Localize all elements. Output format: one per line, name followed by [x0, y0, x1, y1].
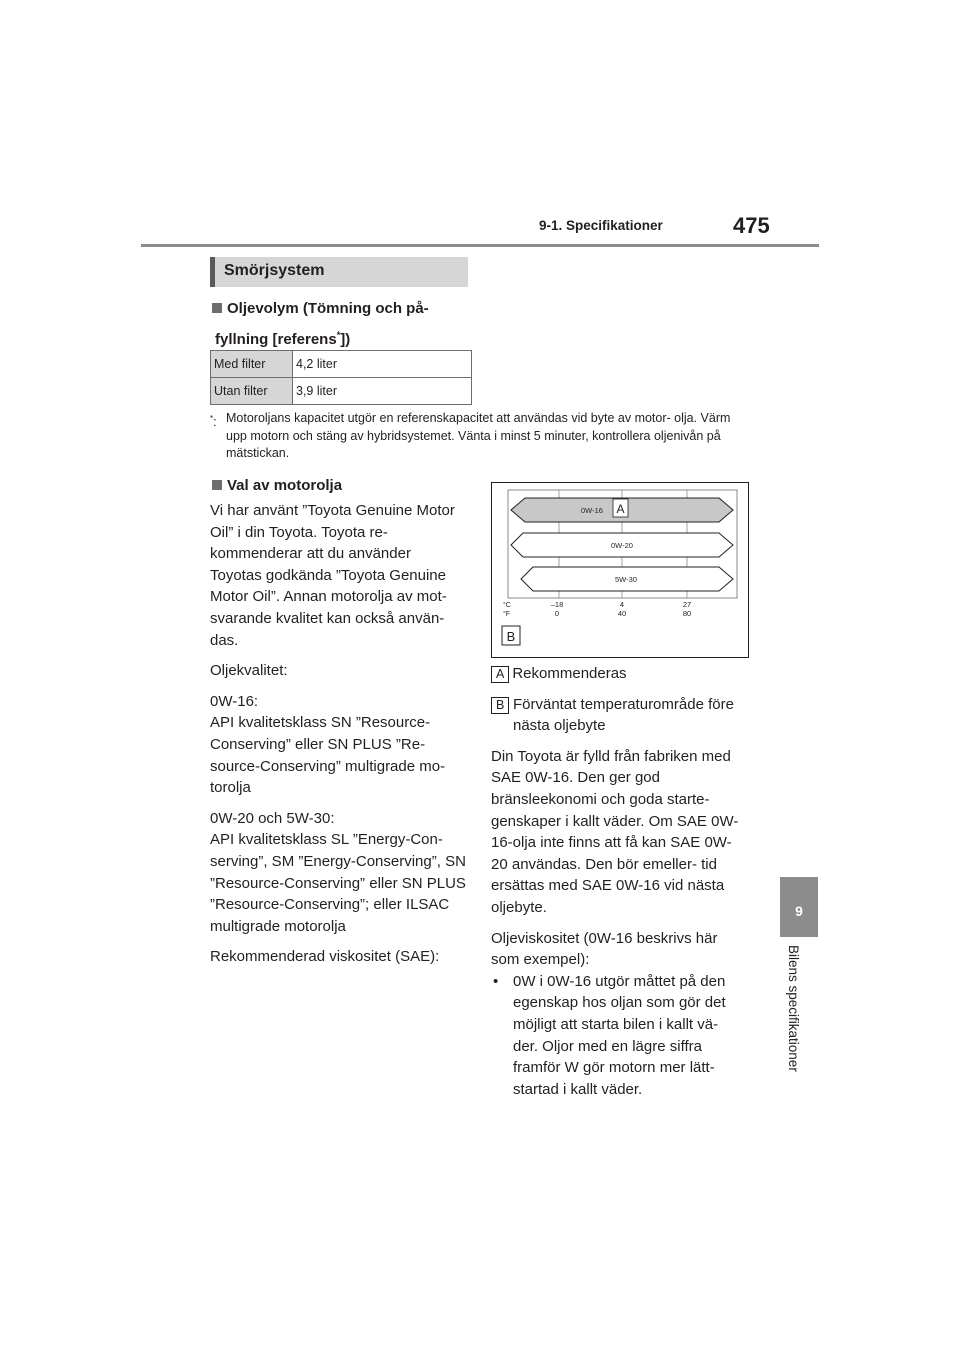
viscosity-intro: Oljeviskositet (0W-16 beskrivs här som exempel):: [491, 929, 718, 969]
oil-quality-1-text: API kvalitetsklass SN ”Resource- Conserving” eller SN PLUS ”Re- source-Conserving” multigrade mo- torolja: [210, 714, 446, 797]
tick-fahrenheit: 80: [682, 609, 692, 618]
oil-volume-title-line1: Oljevolym (Tömning och på-: [227, 300, 429, 317]
legend-text-a: Rekommenderas: [512, 665, 627, 682]
grade-label-0w16: 0W-16: [581, 506, 603, 515]
oil-quality-1-head: 0W-16:: [210, 692, 259, 710]
unit-fahrenheit: °F: [503, 611, 511, 618]
section-title: Smörjsystem: [210, 257, 468, 287]
motor-oil-intro: Vi har använt ”Toyota Genuine Motor Oil” i din Toyota. Toyota re- kommenderar att du använder Toyotas godkända ”Toyota Genuine Motor Oil”. Annan motorolja av mot- svarande kvalitet kan också använ- das.: [210, 502, 455, 649]
motor-oil-text: [210, 500, 466, 977]
tick-fahrenheit: 40: [617, 609, 627, 618]
grade-label-0w20: 0W-20: [611, 541, 633, 550]
callout-b: B: [506, 629, 516, 644]
unit-celsius: °C: [503, 602, 511, 609]
legend-text-b: Förväntat temperaturområde före nästa oljebyte: [513, 695, 734, 735]
chapter-label: Bilens specifikationer: [786, 945, 801, 1072]
viscosity-bullet: [491, 971, 747, 1101]
legend-item-a: [491, 663, 747, 685]
viscosity-bullet-text: 0W i 0W-16 utgör måttet på den egenskap hos oljan som gör det möjligt att starta bilen i kallt vä- der. Oljor med en lägre siffra framför W gör motorn mer lätt- startad i kallt väder.: [513, 972, 726, 1098]
tick-fahrenheit: 0: [554, 609, 560, 618]
header-divider: [141, 244, 819, 247]
footnote-ref: *: [336, 330, 341, 340]
motor-oil-title: Val av motorolja: [227, 477, 343, 494]
oil-quality-label: Oljekvalitet:: [210, 662, 288, 680]
oil-quality-2-head: 0W-20 och 5W-30:: [210, 809, 335, 827]
legend-key-b: B: [491, 697, 509, 714]
oil-quality-2-text: API kvalitetsklass SL ”Energy-Con- serving”, SM ”Energy-Conserving”, SN ”Resource-Conserving” eller SN PLUS ”Resource-Conserving”; eller ILSAC multigrade motorolja: [210, 831, 466, 935]
grade-label-5w30: 5W-30: [615, 575, 637, 584]
oil-quality-1: [210, 691, 466, 799]
oil-volume-title-line2: fyllning [referens: [215, 331, 337, 348]
motor-oil-heading: [212, 474, 342, 498]
tick-celsius: 4: [619, 600, 625, 609]
chapter-tab: [780, 877, 818, 937]
table-cell-label: Utan filter: [211, 378, 293, 405]
table-row: [211, 378, 472, 405]
square-bullet-icon: [212, 480, 222, 490]
page-number: 475: [733, 213, 770, 238]
tick-celsius: 27: [682, 600, 692, 609]
table-cell-value: 3,9 liter: [293, 378, 472, 405]
oil-volume-heading: [212, 297, 472, 352]
square-bullet-icon: [212, 303, 222, 313]
legend-key-a: A: [491, 666, 509, 683]
viscosity-label: Rekommenderad viskositet (SAE):: [210, 948, 440, 966]
factory-fill-paragraph: Din Toyota är fylld från fabriken med SAE 0W-16. Den ger god bränsleekonomi och goda starte- genskaper i kallt väder. Om SAE 0W-16-olja inte finns att få kan SAE 0W-20 användas. Den bör emeller- tid ersättas med SAE 0W-16 vid nästa oljebyte.: [491, 747, 739, 916]
footnote: [210, 410, 750, 460]
right-column: [491, 663, 747, 1100]
oil-quality-2: [210, 808, 466, 938]
table-row: [211, 351, 472, 378]
oil-volume-title-end: ]): [340, 331, 351, 348]
legend-item-b: [491, 694, 747, 737]
viscosity-diagram: [491, 482, 749, 658]
table-cell-label: Med filter: [211, 351, 293, 378]
tick-celsius: –18: [550, 600, 564, 609]
oil-volume-table: [210, 350, 472, 405]
table-cell-value: 4,2 liter: [293, 351, 472, 378]
footnote-text: Motoroljans kapacitet utgör en referenskapacitet att användas vid byte av motor- olja. Värm upp motorn och stäng av hybridsystemet. Vänta i minst 5 minuter, kontrollera oljenivån på mätstickan.: [226, 411, 731, 460]
section-header: 9-1. Specifikationer: [539, 218, 663, 233]
footnote-marker: *:: [210, 414, 217, 430]
bullet-dot-icon: •: [493, 972, 499, 990]
callout-a: A: [616, 502, 625, 516]
chapter-number: 9: [795, 903, 803, 919]
